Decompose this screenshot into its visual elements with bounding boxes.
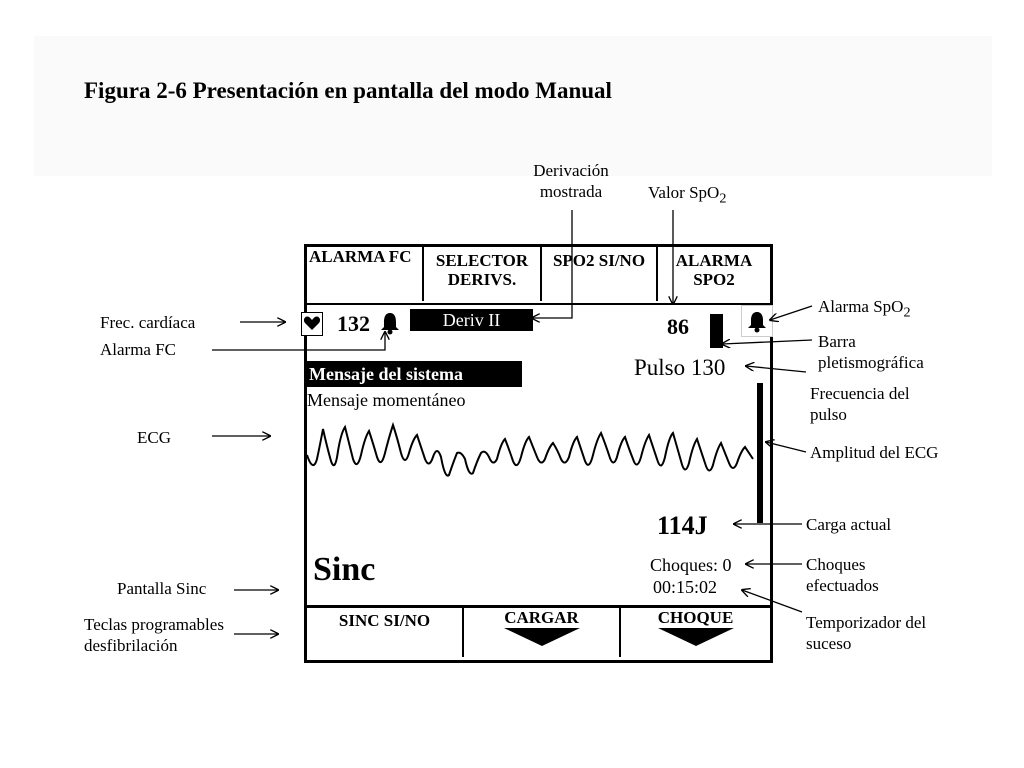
softkey-spo2-si-no[interactable]: SPO2 SI/NO — [542, 247, 658, 301]
heart-rate-value: 132 — [337, 311, 370, 336]
callout-frec-cardiaca: Frec. cardíaca — [100, 313, 196, 332]
softkey-alarma-fc[interactable]: ALARMA FC — [307, 247, 424, 301]
momentary-message: Mensaje momentáneo — [307, 390, 466, 410]
callout-pantalla-sinc: Pantalla Sinc — [117, 579, 207, 598]
sync-indicator: Sinc — [313, 551, 376, 588]
callout-temporizador: Temporizador del suceso — [806, 613, 927, 653]
callout-barra: Barra pletismográfica — [818, 332, 924, 372]
event-timer: 00:15:02 — [653, 577, 718, 597]
callout-carga-actual: Carga actual — [806, 515, 892, 534]
callout-derivacion: Derivación mostrada — [533, 161, 609, 201]
softkey-sinc-si-no[interactable]: SINC SI/NO — [307, 608, 464, 657]
callout-ecg: ECG — [137, 428, 171, 447]
callout-valor-spo2: Valor SpO$_2$ — [648, 183, 727, 207]
callout-teclas: Teclas programables desfibrilación — [84, 615, 224, 655]
callout-frecuencia-pulso: Frecuencia del pulso — [810, 384, 910, 424]
choque-label: CHOQUE — [657, 608, 734, 627]
callout-alarma-fc: Alarma FC — [100, 340, 177, 359]
spo2-value: 86 — [667, 314, 689, 339]
current-charge: 114J — [657, 511, 708, 540]
shocks-count: Choques: 0 — [650, 555, 732, 575]
cargar-label: CARGAR — [504, 608, 579, 627]
callout-choques-efectuados: Choques efectuados — [806, 555, 879, 595]
figure-title: Figura 2-6 Presentación en pantalla del modo Manual — [84, 78, 612, 103]
callout-amplitud-ecg: Amplitud del ECG — [810, 443, 939, 462]
lead-display: Deriv II — [410, 309, 533, 331]
callout-alarma-spo2: Alarma SpO$_2$ — [818, 297, 911, 321]
pulse-rate: Pulso 130 — [634, 355, 726, 380]
softkey-selector-derivs[interactable]: SELECTOR DERIVS. — [424, 247, 542, 301]
softkey-alarma-spo2[interactable]: ALARMA SPO2 — [675, 251, 753, 289]
system-message: Mensaje del sistema — [307, 361, 522, 387]
